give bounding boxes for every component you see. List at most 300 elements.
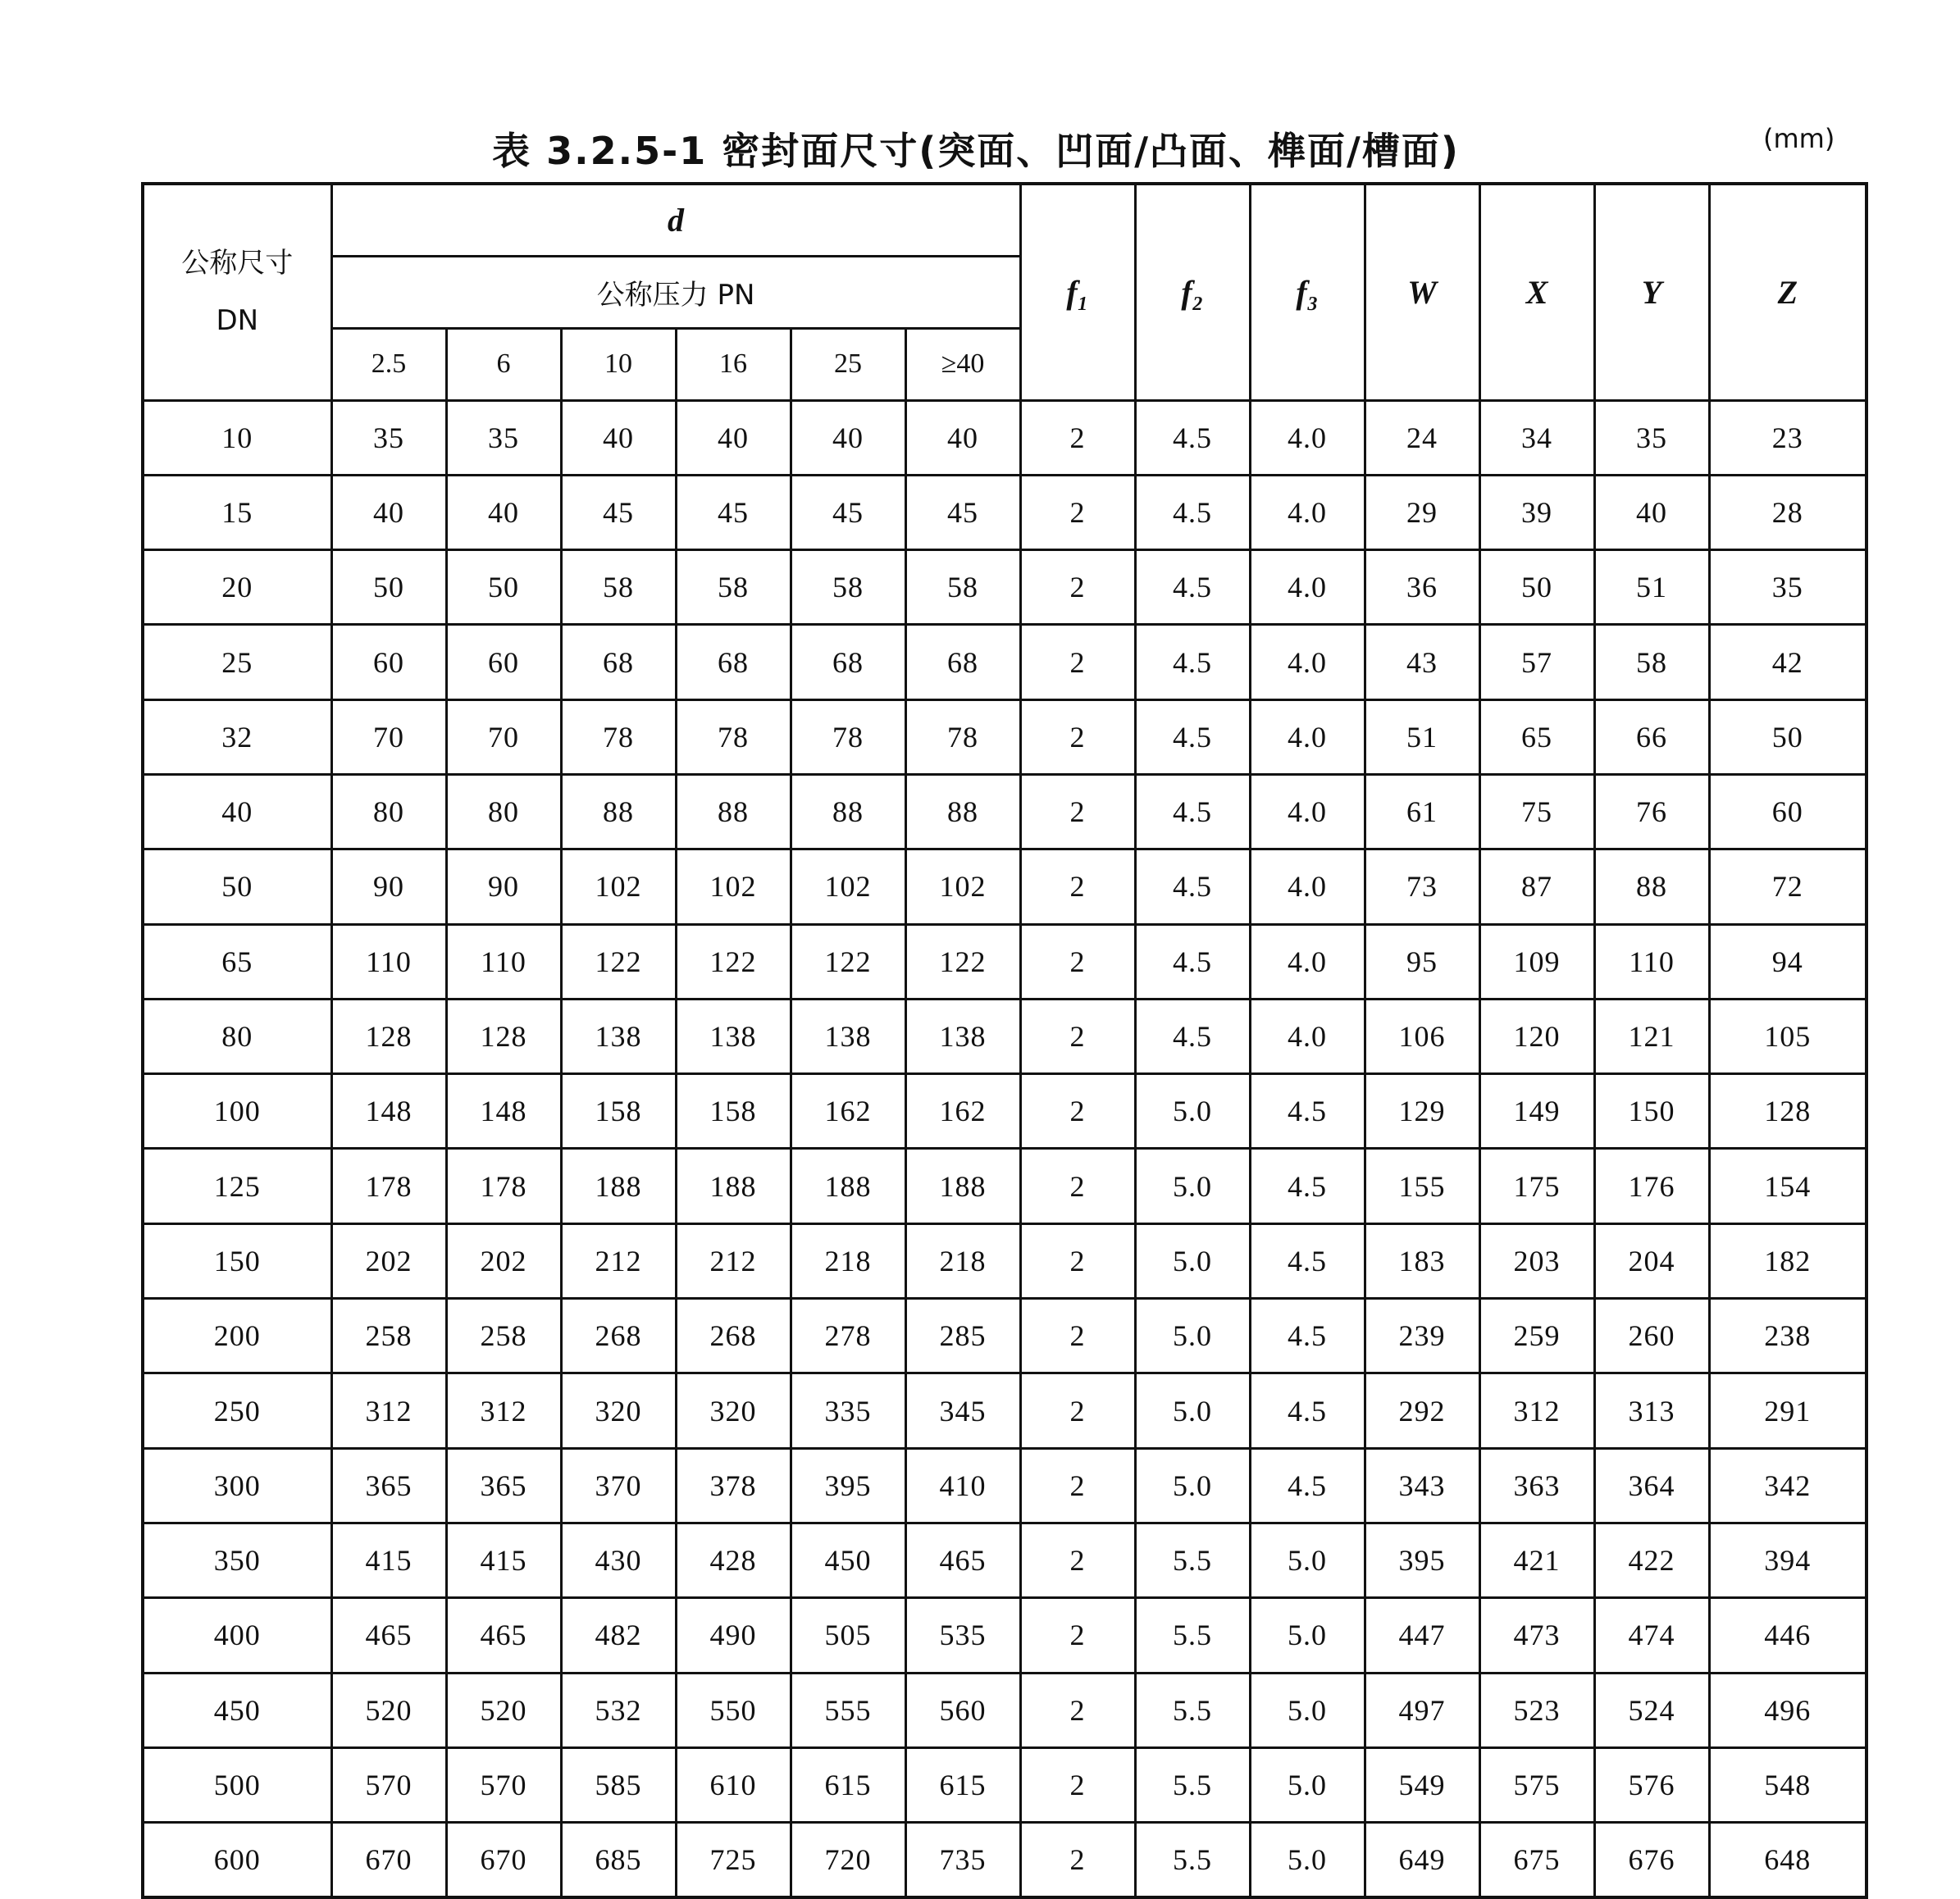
cell-f2: 5.0: [1135, 1448, 1250, 1523]
header-x: X: [1479, 184, 1594, 400]
cell-y: 576: [1594, 1747, 1709, 1822]
cell-d-pn-25: 68: [791, 625, 905, 699]
cell-w: 395: [1365, 1523, 1479, 1597]
cell-f1: 2: [1020, 1448, 1135, 1523]
cell-d-pn-16: 378: [676, 1448, 791, 1523]
cell-d-pn-10: 88: [561, 774, 676, 849]
cell-x: 109: [1479, 924, 1594, 999]
cell-d-pn-ge40: 68: [905, 625, 1020, 699]
cell-d-pn-25: 88: [791, 774, 905, 849]
cell-d-pn-25: 162: [791, 1074, 905, 1149]
cell-d-pn-6: 312: [446, 1373, 561, 1448]
cell-d-pn-ge40: 735: [905, 1823, 1020, 1897]
cell-f2: 4.5: [1135, 475, 1250, 549]
cell-f2: 4.5: [1135, 699, 1250, 774]
cell-dn: 150: [143, 1223, 331, 1298]
cell-d-pn-2-5: 670: [331, 1823, 446, 1897]
cell-y: 204: [1594, 1223, 1709, 1298]
cell-x: 363: [1479, 1448, 1594, 1523]
cell-d-pn-ge40: 45: [905, 475, 1020, 549]
cell-w: 649: [1365, 1823, 1479, 1897]
cell-d-pn-2-5: 178: [331, 1149, 446, 1223]
cell-x: 175: [1479, 1149, 1594, 1223]
cell-z: 105: [1709, 999, 1867, 1073]
cell-d-pn-25: 450: [791, 1523, 905, 1597]
cell-d-pn-16: 550: [676, 1673, 791, 1747]
table-row: [143, 1673, 1867, 1747]
cell-f1: 2: [1020, 924, 1135, 999]
cell-d-pn-16: 138: [676, 999, 791, 1073]
cell-w: 29: [1365, 475, 1479, 549]
cell-d-pn-16: 68: [676, 625, 791, 699]
cell-f2: 4.5: [1135, 849, 1250, 924]
table-row: [143, 849, 1867, 924]
cell-dn: 300: [143, 1448, 331, 1523]
cell-x: 34: [1479, 400, 1594, 475]
cell-f2: 4.5: [1135, 924, 1250, 999]
table-row: [143, 1747, 1867, 1822]
cell-f3: 4.5: [1250, 1223, 1365, 1298]
header-pn: 公称压力 PN: [331, 256, 1020, 328]
cell-x: 50: [1479, 550, 1594, 625]
cell-f1: 2: [1020, 1373, 1135, 1448]
cell-d-pn-25: 720: [791, 1823, 905, 1897]
cell-d-pn-6: 50: [446, 550, 561, 625]
cell-d-pn-2-5: 110: [331, 924, 446, 999]
cell-d-pn-2-5: 202: [331, 1223, 446, 1298]
cell-d-pn-10: 212: [561, 1223, 676, 1298]
cell-d-pn-16: 40: [676, 400, 791, 475]
header-f3: f₃: [1250, 184, 1365, 400]
cell-f3: 4.5: [1250, 1074, 1365, 1149]
cell-d-pn-16: 490: [676, 1598, 791, 1673]
header-y: Y: [1594, 184, 1709, 400]
cell-d-pn-6: 80: [446, 774, 561, 849]
cell-d-pn-6: 415: [446, 1523, 561, 1597]
cell-d-pn-16: 45: [676, 475, 791, 549]
cell-y: 176: [1594, 1149, 1709, 1223]
cell-d-pn-16: 122: [676, 924, 791, 999]
cell-y: 474: [1594, 1598, 1709, 1673]
cell-f3: 5.0: [1250, 1523, 1365, 1597]
cell-d-pn-10: 122: [561, 924, 676, 999]
cell-z: 496: [1709, 1673, 1867, 1747]
cell-d-pn-2-5: 70: [331, 699, 446, 774]
header-dn: [143, 184, 331, 400]
cell-y: 40: [1594, 475, 1709, 549]
cell-w: 36: [1365, 550, 1479, 625]
cell-d-pn-6: 60: [446, 625, 561, 699]
cell-f3: 4.5: [1250, 1448, 1365, 1523]
cell-w: 343: [1365, 1448, 1479, 1523]
cell-f2: 4.5: [1135, 550, 1250, 625]
cell-z: 394: [1709, 1523, 1867, 1597]
cell-d-pn-25: 395: [791, 1448, 905, 1523]
cell-f2: 5.5: [1135, 1673, 1250, 1747]
cell-f1: 2: [1020, 1223, 1135, 1298]
cell-z: 42: [1709, 625, 1867, 699]
cell-dn: 350: [143, 1523, 331, 1597]
cell-z: 648: [1709, 1823, 1867, 1897]
cell-x: 675: [1479, 1823, 1594, 1897]
cell-dn: 10: [143, 400, 331, 475]
cell-f3: 4.0: [1250, 999, 1365, 1073]
cell-d-pn-10: 40: [561, 400, 676, 475]
cell-d-pn-16: 320: [676, 1373, 791, 1448]
cell-d-pn-6: 35: [446, 400, 561, 475]
cell-d-pn-2-5: 520: [331, 1673, 446, 1747]
header-row-d: [143, 184, 1867, 256]
cell-d-pn-10: 585: [561, 1747, 676, 1822]
cell-d-pn-2-5: 60: [331, 625, 446, 699]
cell-w: 239: [1365, 1299, 1479, 1373]
cell-dn: 25: [143, 625, 331, 699]
cell-y: 51: [1594, 550, 1709, 625]
cell-d-pn-16: 88: [676, 774, 791, 849]
cell-d-pn-25: 122: [791, 924, 905, 999]
cell-d-pn-16: 78: [676, 699, 791, 774]
cell-f1: 2: [1020, 1299, 1135, 1373]
cell-d-pn-6: 202: [446, 1223, 561, 1298]
cell-d-pn-ge40: 102: [905, 849, 1020, 924]
cell-d-pn-25: 505: [791, 1598, 905, 1673]
cell-d-pn-16: 428: [676, 1523, 791, 1597]
cell-f2: 5.0: [1135, 1074, 1250, 1149]
cell-w: 51: [1365, 699, 1479, 774]
cell-d-pn-10: 188: [561, 1149, 676, 1223]
cell-f3: 5.0: [1250, 1747, 1365, 1822]
cell-z: 28: [1709, 475, 1867, 549]
cell-d-pn-6: 40: [446, 475, 561, 549]
header-pn-ge40: ≥40: [905, 328, 1020, 400]
header-w: W: [1365, 184, 1479, 400]
cell-x: 149: [1479, 1074, 1594, 1149]
cell-d-pn-16: 102: [676, 849, 791, 924]
cell-z: 291: [1709, 1373, 1867, 1448]
cell-x: 203: [1479, 1223, 1594, 1298]
cell-z: 342: [1709, 1448, 1867, 1523]
cell-d-pn-ge40: 465: [905, 1523, 1020, 1597]
cell-f1: 2: [1020, 999, 1135, 1073]
cell-d-pn-6: 670: [446, 1823, 561, 1897]
cell-d-pn-16: 212: [676, 1223, 791, 1298]
cell-d-pn-6: 258: [446, 1299, 561, 1373]
header-pn-10: 10: [561, 328, 676, 400]
cell-f3: 4.0: [1250, 400, 1365, 475]
cell-w: 447: [1365, 1598, 1479, 1673]
cell-z: 60: [1709, 774, 1867, 849]
unit-label: (mm): [1763, 123, 1835, 154]
cell-d-pn-6: 365: [446, 1448, 561, 1523]
cell-d-pn-2-5: 148: [331, 1074, 446, 1149]
cell-d-pn-6: 520: [446, 1673, 561, 1747]
cell-f1: 2: [1020, 625, 1135, 699]
cell-d-pn-ge40: 535: [905, 1598, 1020, 1673]
cell-f1: 2: [1020, 1747, 1135, 1822]
table-row: [143, 1074, 1867, 1149]
cell-x: 421: [1479, 1523, 1594, 1597]
cell-y: 313: [1594, 1373, 1709, 1448]
cell-f3: 4.0: [1250, 550, 1365, 625]
cell-d-pn-ge40: 218: [905, 1223, 1020, 1298]
cell-w: 183: [1365, 1223, 1479, 1298]
cell-f1: 2: [1020, 475, 1135, 549]
cell-y: 66: [1594, 699, 1709, 774]
cell-d-pn-16: 268: [676, 1299, 791, 1373]
cell-d-pn-2-5: 258: [331, 1299, 446, 1373]
table-row: [143, 550, 1867, 625]
cell-f3: 4.0: [1250, 475, 1365, 549]
cell-w: 549: [1365, 1747, 1479, 1822]
cell-d-pn-2-5: 465: [331, 1598, 446, 1673]
cell-d-pn-ge40: 40: [905, 400, 1020, 475]
cell-d-pn-ge40: 138: [905, 999, 1020, 1073]
table-row: [143, 699, 1867, 774]
cell-f2: 5.5: [1135, 1823, 1250, 1897]
cell-d-pn-6: 570: [446, 1747, 561, 1822]
cell-d-pn-10: 45: [561, 475, 676, 549]
cell-d-pn-2-5: 90: [331, 849, 446, 924]
cell-z: 72: [1709, 849, 1867, 924]
cell-z: 548: [1709, 1747, 1867, 1822]
cell-d-pn-25: 58: [791, 550, 905, 625]
header-dn-line1: 公称尺寸: [181, 247, 294, 280]
cell-f3: 5.0: [1250, 1598, 1365, 1673]
cell-d-pn-10: 102: [561, 849, 676, 924]
cell-x: 312: [1479, 1373, 1594, 1448]
cell-f2: 5.0: [1135, 1373, 1250, 1448]
cell-y: 524: [1594, 1673, 1709, 1747]
cell-d-pn-2-5: 312: [331, 1373, 446, 1448]
header-pn-2-5: 2.5: [331, 328, 446, 400]
cell-d-pn-16: 188: [676, 1149, 791, 1223]
header-f2: f₂: [1135, 184, 1250, 400]
table-row: [143, 1823, 1867, 1897]
cell-y: 150: [1594, 1074, 1709, 1149]
table-row: [143, 774, 1867, 849]
cell-d-pn-2-5: 365: [331, 1448, 446, 1523]
cell-d-pn-25: 615: [791, 1747, 905, 1822]
cell-x: 87: [1479, 849, 1594, 924]
cell-x: 575: [1479, 1747, 1594, 1822]
cell-dn: 20: [143, 550, 331, 625]
table-row: [143, 1373, 1867, 1448]
cell-f2: 5.5: [1135, 1747, 1250, 1822]
table-body: [143, 400, 1867, 1897]
cell-dn: 400: [143, 1598, 331, 1673]
cell-w: 292: [1365, 1373, 1479, 1448]
cell-d-pn-25: 335: [791, 1373, 905, 1448]
cell-d-pn-25: 218: [791, 1223, 905, 1298]
cell-z: 50: [1709, 699, 1867, 774]
cell-w: 155: [1365, 1149, 1479, 1223]
table-row: [143, 475, 1867, 549]
cell-f1: 2: [1020, 699, 1135, 774]
cell-dn: 65: [143, 924, 331, 999]
cell-d-pn-10: 78: [561, 699, 676, 774]
cell-d-pn-ge40: 122: [905, 924, 1020, 999]
cell-f1: 2: [1020, 1673, 1135, 1747]
cell-d-pn-2-5: 35: [331, 400, 446, 475]
cell-d-pn-ge40: 410: [905, 1448, 1020, 1523]
cell-d-pn-6: 128: [446, 999, 561, 1073]
cell-f1: 2: [1020, 550, 1135, 625]
cell-z: 154: [1709, 1149, 1867, 1223]
cell-d-pn-10: 268: [561, 1299, 676, 1373]
cell-d-pn-2-5: 415: [331, 1523, 446, 1597]
cell-dn: 32: [143, 699, 331, 774]
cell-dn: 500: [143, 1747, 331, 1822]
cell-d-pn-6: 110: [446, 924, 561, 999]
cell-z: 23: [1709, 400, 1867, 475]
cell-d-pn-ge40: 78: [905, 699, 1020, 774]
cell-f3: 4.0: [1250, 774, 1365, 849]
header-pn-16: 16: [676, 328, 791, 400]
cell-d-pn-25: 45: [791, 475, 905, 549]
cell-z: 238: [1709, 1299, 1867, 1373]
cell-f3: 4.0: [1250, 625, 1365, 699]
cell-x: 39: [1479, 475, 1594, 549]
cell-f3: 5.0: [1250, 1673, 1365, 1747]
cell-d-pn-25: 40: [791, 400, 905, 475]
cell-d-pn-ge40: 188: [905, 1149, 1020, 1223]
cell-w: 497: [1365, 1673, 1479, 1747]
cell-d-pn-ge40: 560: [905, 1673, 1020, 1747]
table-row: [143, 625, 1867, 699]
cell-d-pn-25: 188: [791, 1149, 905, 1223]
cell-w: 95: [1365, 924, 1479, 999]
cell-d-pn-6: 465: [446, 1598, 561, 1673]
cell-dn: 15: [143, 475, 331, 549]
table-row: [143, 1223, 1867, 1298]
cell-d-pn-16: 610: [676, 1747, 791, 1822]
table-header: [143, 184, 1867, 400]
header-pn-6: 6: [446, 328, 561, 400]
cell-dn: 200: [143, 1299, 331, 1373]
cell-x: 75: [1479, 774, 1594, 849]
header-dn-line2: DN: [216, 304, 259, 338]
cell-y: 110: [1594, 924, 1709, 999]
cell-f1: 2: [1020, 1523, 1135, 1597]
cell-d-pn-2-5: 40: [331, 475, 446, 549]
cell-d-pn-2-5: 128: [331, 999, 446, 1073]
header-z: Z: [1709, 184, 1867, 400]
table-row: [143, 1149, 1867, 1223]
cell-w: 24: [1365, 400, 1479, 475]
header-d: d: [331, 184, 1020, 256]
cell-d-pn-16: 58: [676, 550, 791, 625]
cell-y: 88: [1594, 849, 1709, 924]
cell-f2: 5.0: [1135, 1223, 1250, 1298]
cell-d-pn-25: 102: [791, 849, 905, 924]
cell-f2: 4.5: [1135, 999, 1250, 1073]
cell-d-pn-10: 58: [561, 550, 676, 625]
cell-dn: 450: [143, 1673, 331, 1747]
cell-f1: 2: [1020, 1149, 1135, 1223]
cell-y: 121: [1594, 999, 1709, 1073]
cell-d-pn-10: 532: [561, 1673, 676, 1747]
cell-d-pn-6: 90: [446, 849, 561, 924]
table-row: [143, 400, 1867, 475]
cell-d-pn-ge40: 615: [905, 1747, 1020, 1822]
cell-f3: 4.0: [1250, 924, 1365, 999]
cell-y: 422: [1594, 1523, 1709, 1597]
cell-d-pn-10: 158: [561, 1074, 676, 1149]
cell-d-pn-25: 138: [791, 999, 905, 1073]
cell-w: 43: [1365, 625, 1479, 699]
cell-x: 120: [1479, 999, 1594, 1073]
cell-w: 106: [1365, 999, 1479, 1073]
cell-d-pn-10: 320: [561, 1373, 676, 1448]
cell-w: 129: [1365, 1074, 1479, 1149]
cell-d-pn-2-5: 80: [331, 774, 446, 849]
cell-f1: 2: [1020, 849, 1135, 924]
cell-dn: 125: [143, 1149, 331, 1223]
cell-d-pn-10: 138: [561, 999, 676, 1073]
table-row: [143, 1598, 1867, 1673]
cell-f3: 4.0: [1250, 699, 1365, 774]
cell-d-pn-10: 68: [561, 625, 676, 699]
header-f1: f₁: [1020, 184, 1135, 400]
table-row: [143, 1523, 1867, 1597]
cell-x: 57: [1479, 625, 1594, 699]
cell-d-pn-10: 430: [561, 1523, 676, 1597]
cell-dn: 250: [143, 1373, 331, 1448]
cell-d-pn-6: 178: [446, 1149, 561, 1223]
cell-f2: 5.5: [1135, 1598, 1250, 1673]
cell-f3: 5.0: [1250, 1823, 1365, 1897]
table-row: [143, 1448, 1867, 1523]
cell-dn: 600: [143, 1823, 331, 1897]
cell-dn: 100: [143, 1074, 331, 1149]
cell-f2: 5.5: [1135, 1523, 1250, 1597]
cell-d-pn-16: 158: [676, 1074, 791, 1149]
cell-z: 446: [1709, 1598, 1867, 1673]
cell-d-pn-16: 725: [676, 1823, 791, 1897]
cell-z: 182: [1709, 1223, 1867, 1298]
cell-d-pn-10: 370: [561, 1448, 676, 1523]
cell-y: 260: [1594, 1299, 1709, 1373]
cell-y: 35: [1594, 400, 1709, 475]
cell-d-pn-6: 70: [446, 699, 561, 774]
cell-dn: 50: [143, 849, 331, 924]
cell-y: 364: [1594, 1448, 1709, 1523]
sealing-face-dimensions-table: [141, 182, 1868, 1899]
table-row: [143, 924, 1867, 999]
cell-d-pn-ge40: 285: [905, 1299, 1020, 1373]
cell-z: 128: [1709, 1074, 1867, 1149]
cell-f1: 2: [1020, 1823, 1135, 1897]
cell-f1: 2: [1020, 1598, 1135, 1673]
cell-dn: 80: [143, 999, 331, 1073]
cell-d-pn-2-5: 570: [331, 1747, 446, 1822]
cell-y: 76: [1594, 774, 1709, 849]
cell-y: 676: [1594, 1823, 1709, 1897]
cell-f3: 4.5: [1250, 1299, 1365, 1373]
cell-dn: 40: [143, 774, 331, 849]
cell-x: 65: [1479, 699, 1594, 774]
cell-f2: 4.5: [1135, 774, 1250, 849]
cell-f2: 4.5: [1135, 625, 1250, 699]
cell-d-pn-6: 148: [446, 1074, 561, 1149]
cell-w: 73: [1365, 849, 1479, 924]
cell-d-pn-25: 78: [791, 699, 905, 774]
cell-d-pn-10: 482: [561, 1598, 676, 1673]
cell-x: 523: [1479, 1673, 1594, 1747]
cell-f3: 4.5: [1250, 1149, 1365, 1223]
cell-d-pn-ge40: 58: [905, 550, 1020, 625]
cell-f2: 5.0: [1135, 1299, 1250, 1373]
